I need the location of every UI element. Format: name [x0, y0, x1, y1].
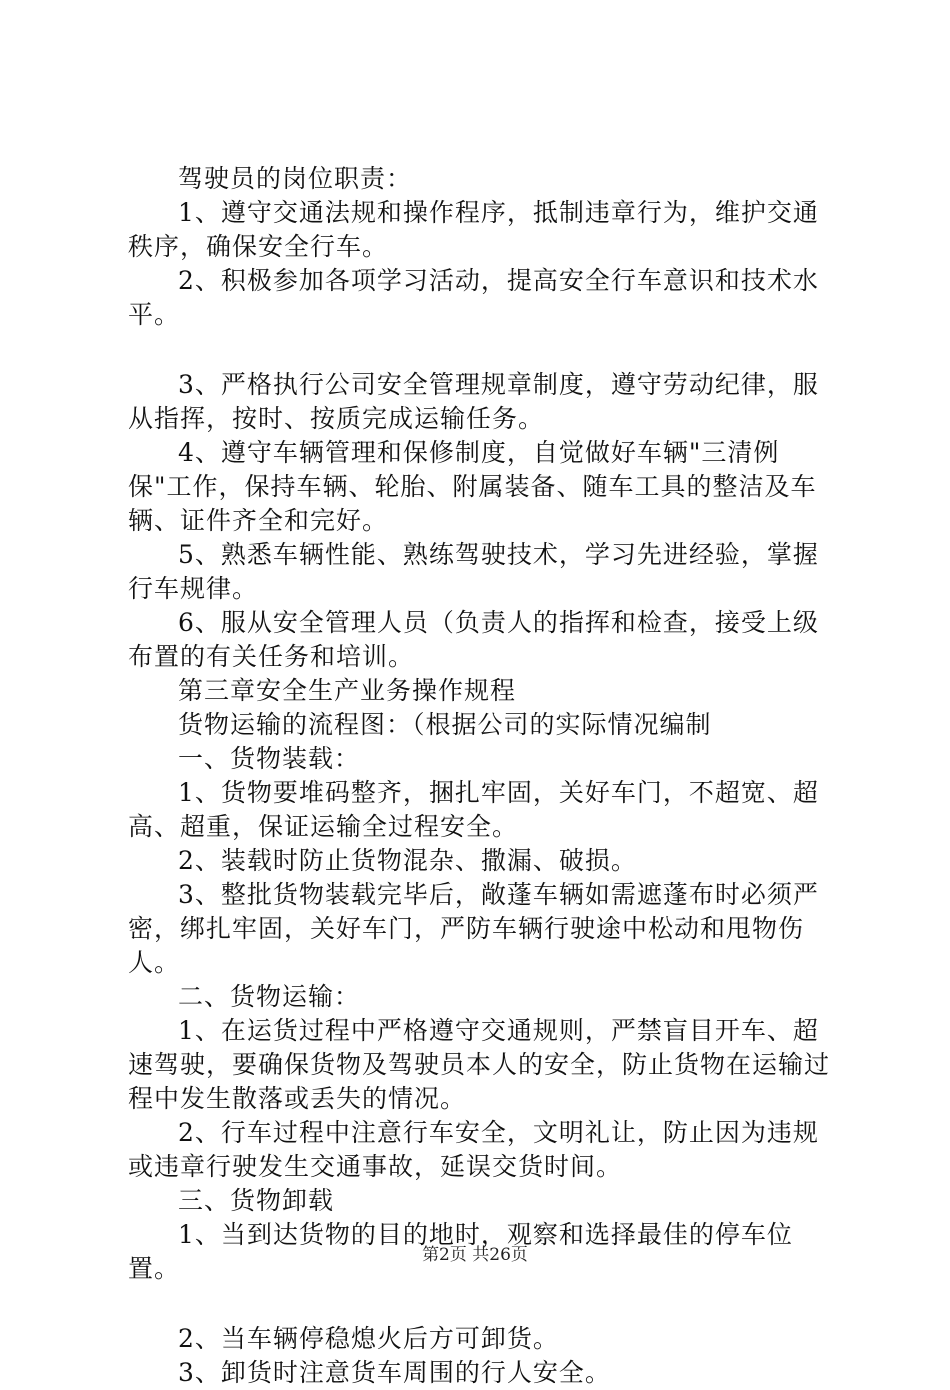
paragraph: 1、货物要堆码整齐，捆扎牢固，关好车门，不超宽、超高、超重，保证运输全过程安全。	[128, 778, 819, 841]
document-body	[128, 162, 840, 1390]
paragraph: 3、严格执行公司安全管理规章制度，遵守劳动纪律，服从指挥，按时、按质完成运输任务。	[128, 370, 819, 433]
paragraph: 3、卸货时注意货车周围的行人安全。	[178, 1358, 611, 1387]
paragraph: 2、装载时防止货物混杂、撒漏、破损。	[178, 846, 637, 875]
chapter-heading: 第三章安全生产业务操作规程	[178, 676, 517, 705]
section-heading-loading: 一、货物装载：	[178, 744, 361, 773]
page-footer: 第2页 共26页	[422, 1245, 528, 1265]
paragraph: 1、遵守交通法规和操作程序，抵制违章行为，维护交通秩序，确保安全行车。	[128, 198, 819, 261]
paragraph: 1、在运货过程中严格遵守交通规则，严禁盲目开车、超速驾驶，要确保货物及驾驶员本人的安全，防止货物在运输过程中发生散落或丢失的情况。	[128, 1016, 831, 1113]
paragraph: 4、遵守车辆管理和保修制度，自觉做好车辆"三清例保"工作，保持车辆、轮胎、附属装备、随车工具的整洁及车辆、证件齐全和完好。	[128, 438, 817, 535]
paragraph: 6、服从安全管理人员（负责人的指挥和检查，接受上级布置的有关任务和培训。	[128, 608, 819, 671]
paragraph: 5、熟悉车辆性能、熟练驾驶技术，学习先进经验，掌握行车规律。	[128, 540, 819, 603]
paragraph: 货物运输的流程图：（根据公司的实际情况编制	[178, 710, 712, 739]
section-heading-unloading: 三、货物卸载	[178, 1186, 335, 1215]
paragraph: 2、行车过程中注意行车安全，文明礼让，防止因为违规或违章行驶发生交通事故，延误交货时间。	[128, 1118, 819, 1181]
paragraph: 2、积极参加各项学习活动，提高安全行车意识和技术水平。	[128, 266, 819, 329]
paragraph: 1、当到达货物的目的地时，观察和选择最佳的停车位置。	[128, 1220, 793, 1283]
section-heading-transport: 二、货物运输：	[178, 982, 361, 1011]
paragraph: 3、整批货物装载完毕后，敞蓬车辆如需遮蓬布时必须严密，绑扎牢固，关好车门，严防车辆行驶途中松动和甩物伤人。	[128, 880, 819, 977]
section-heading-driver-duties: 驾驶员的岗位职责：	[178, 164, 413, 193]
paragraph: 2、当车辆停稳熄火后方可卸货。	[178, 1324, 559, 1353]
